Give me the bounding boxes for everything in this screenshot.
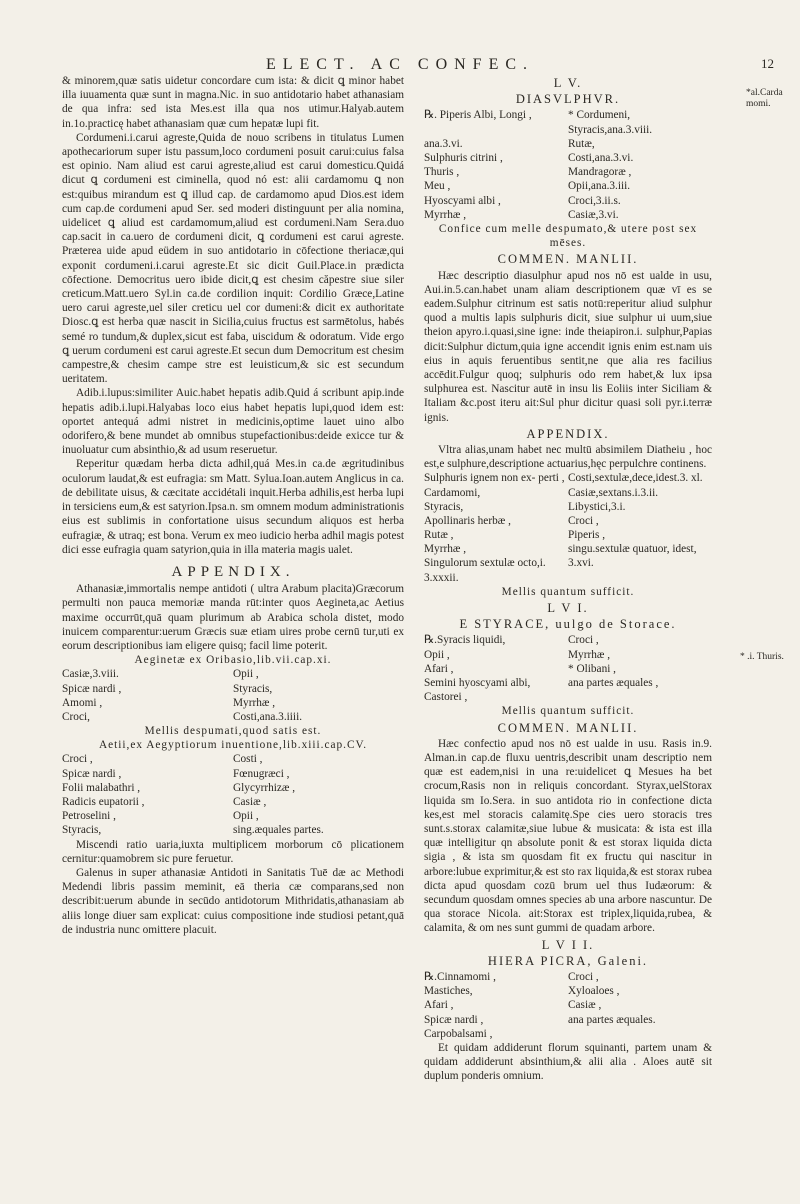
ingredient-row: Semini hyoscyami albi, ana partes æquales , bbox=[424, 677, 659, 690]
chapter-number: L V I. bbox=[547, 601, 589, 616]
ingredient-row: Myrrhæ , singu.sextulæ quatuor, idest, bbox=[424, 543, 697, 556]
ingredient-list bbox=[424, 108, 712, 222]
paragraph: & minorem,quæ satis uidetur concordare cum ista: & dicit ꝗ minor habet illa iuuamenta quæ sunt in magna.Nic. in suo antidotario habet athanasiam de qua infra: sed ista Mes.est illa qua nos utimur.Halyab.autem in.1o.practicę habet athanasiam quæ cum hepatæ lupi fit. bbox=[62, 75, 404, 130]
chapter-number: L V. bbox=[553, 76, 583, 90]
recipe-closing: Mellis quantum sufficit. bbox=[501, 585, 635, 598]
ingredient-row: Casiæ,3.viii. Opii , bbox=[62, 668, 259, 681]
ingredient-row: Sulphuris citrini , Costi,ana.3.vi. bbox=[424, 151, 634, 164]
margin-note: * .i. Thuris. bbox=[740, 652, 784, 662]
ingredient-row: Amomi , Myrrhæ , bbox=[62, 696, 276, 709]
recipe-closing: Confice cum melle despumato,& utere post sex mēses. bbox=[438, 222, 698, 250]
ingredient-row: Radicis eupatorii , Casiæ , bbox=[62, 796, 267, 809]
paragraph: Athanasiæ,immortalis nempe antidoti ( ultra Arabum placita)Græcorum permulti non pauca memoriæ manda rūt:inter quos Aegineta,ac Aetius maxime occurrūt,quā quam plurimum ab Arabica schola distet, modo inuicem comparentur:uerum Græcis suæ etiam uires probe cernū tur,uti ex eorum descriptionibus iam eligere quisq; facil lime poterit. bbox=[62, 583, 404, 652]
ingredient-row: Afari , Casiæ , bbox=[424, 999, 602, 1012]
ingredient-row: Apollinaris herbæ , Croci , bbox=[424, 514, 599, 527]
ingredient-row: Styracis, sing.æquales partes. bbox=[62, 824, 324, 837]
ingredient-row: Styracis, Libystici,3.i. bbox=[424, 500, 626, 513]
ingredient-row: 3.xxxii. bbox=[424, 571, 459, 584]
paragraph: Hæc confectio apud nos nō est ualde in usu. Rasis in.9. Alman.in cap.de fluxu uentris,describit unam descriptio nem quæ est eadem,nisi in una re:uidelicet ꝗ Mesues ha bet crocum,Rasis non in reliquis concordant. Styrax,uelStorax liquida sm Io.Sera. in suo antidota rio in confectione dicta kes,est mel storacis calamitę.Spe cies uero storacis tres sunt.s.storax calamitæ,siue lubue & musicata: & ista est illa quæ intelligitur qn absolute ponit & est storax liquida dicta sigia , & ista sm quosdam fit ex fructu qui nascitur in arbore:lubue exprimitur,& est sto rax liquida,& est storax rubea dicta apud quosdam cozū brum uel thus Iudæorum: & secundum quosdam omnes species ab una arbore nascuntur. De qua storace Nicola. ait:Storax est triplex,liquida,rubea, & calamita, & om nes sunt gummi de quadam arbore. bbox=[424, 737, 712, 935]
ingredient-row: Petroselini , Opii , bbox=[62, 810, 259, 823]
right-column bbox=[424, 74, 712, 1084]
ingredient-list bbox=[62, 752, 404, 837]
ingredient-list bbox=[62, 667, 404, 724]
ingredient-row: Meu , Opii,ana.3.iii. bbox=[424, 180, 631, 193]
ingredient-row: Cardamomi, Casiæ,sextans.i.3.ii. bbox=[424, 486, 659, 499]
ingredient-row: Spicæ nardi , ana partes æquales. bbox=[424, 1013, 656, 1026]
ingredient-row: Opii , Myrrhæ , bbox=[424, 648, 611, 661]
ingredient-row: Styracis,ana.3.viii. bbox=[568, 123, 653, 136]
ingredient-row: Thuris , Mandragoræ , bbox=[424, 166, 632, 179]
recipe-closing: Mellis despumati,quod satis est. bbox=[144, 725, 322, 738]
ingredient-row: Myrrhæ , Casiæ,3.vi. bbox=[424, 208, 619, 221]
ingredient-row: Mastiches, Xyloaloes , bbox=[424, 985, 620, 998]
recipe-closing: Mellis quantum sufficit. bbox=[501, 705, 635, 718]
ingredient-row: Spicæ nardi , Fœnugræci , bbox=[62, 767, 290, 780]
appendix-heading: APPENDIX. bbox=[171, 563, 295, 580]
ingredient-list bbox=[424, 471, 712, 585]
ingredient-row: Afari , * Olibani , bbox=[424, 662, 617, 675]
chapter-number: L V I I. bbox=[541, 937, 595, 952]
ingredient-row: Croci , Costi , bbox=[62, 753, 263, 766]
ingredient-row: Folii malabathri , Glycyrrhizæ , bbox=[62, 781, 296, 794]
paragraph: Adib.i.lupus:similiter Auic.habet hepatis adib.Quid á scribunt apip.inde hepatis adib.i.lupi.Halyabas loco eius habet hepatis lupi,quod idem est: oportet antequá admi nistret in medicinis,optime lauet uino albo odorifero,& bene mundet ab omnibus stupefactionibus:deide exicce tur & inuoluatur cum absinthio,& ad usum reseruetur. bbox=[62, 387, 404, 457]
appendix-heading: APPENDIX. bbox=[526, 426, 610, 441]
commentary-heading: COMMEN. MANLII. bbox=[497, 252, 639, 267]
paragraph: Cordumeni.i.carui agreste,Quida de nouo scribens in titulatus Lumen apothecariorum super istu passum,loco cordumeni posuit carui:cuius falsa est opinio. Nam aliud est carui agreste,aliud est carui domesticu.Quidá dicut ꝗ cordumeni est ciminella, quod nó est: alii cardamomu ꝗ non est:quibus mirandum est ꝗ illud cap. de cardamomo apud Dios.est idem cum cap.de cordumeni apud Ser. sed moderi distinguunt per alia nomina, uidelicet ꝗ aliud est cardamomum,aliud est cordumeni.Nam Sera.duo cap.sacit in ca.uero de cordumeni dicit, ꝗ cordumeni est carui agreste. Præterea uide apud eüdem in suo antidotario in cōfectione theriacæ,qui exponit cordumeni.i.carui agreste.Et sic dicit Guil.Place.in prædicta cōfectione. Democritus uero ibide dicit,ꝗ est chesim căpestre siue siler creticum.Matt.uero Syl.in ca.de cordilion inquit: Cordilio Græce,Latine uero carui agreste,uel siler creticu uel cor dumeni:& dicit ex authoritate Diosc.ꝗ est herba quæ nascit in Sicilia,cuius fructus est sarmētolus, habés semé ro tundum,& duplex,sicut est faba, uiscidum & odoratum. Vide ergo ꝗ uerum cordumeni est carui agreste.Et secun dum Democritum est chesim campestre,& chesim campe stre est leuisticum,& sic est secundum ueritatem. bbox=[62, 131, 404, 386]
paragraph: Reperitur quædam herba dicta adhil,quá Mes.in ca.de ægritudinibus oculorum laudat,& est eufragia: sm Matt. Sylua.Ioan.autem Anglicus in ca. de debilitate uisus, & cæcitate accidétali inquit.Herba adhilis,est herba lupi in tersiciens eum,& est satyrion.Ipsa.n. sm omnem modum administrationis eius est sublimis in confortatione uisus secundum aliquos est herba eufragiæ, & utraq; est bona. Verum ex meo iudicio herba adhil magis potest dici esse eufragia quam satyrion,quia in illa materia magis ualet. bbox=[62, 458, 404, 556]
paragraph: Galenus in super athanasiæ Antidoti in Sanitatis Tuē dæ ac Methodi Medendi libris passim meminit, eā theria cæ comparans,sed non describit:uerum abunde in secūdo antidotorum Mithridatis,athanasiam ab aliis longe diuer sam explicat: cuius compositione inde studiosi petant,quā de industria nunc omittere placuit. bbox=[62, 867, 404, 936]
paragraph: Miscendi ratio uaria,iuxta multiplicem morborum cō plicationem cernitur:quamobrem sic pure feruetur. bbox=[62, 838, 404, 865]
ingredient-row: Croci, Costi,ana.3.iiii. bbox=[62, 710, 303, 723]
ingredient-row: Sulphuris ignem non ex- perti , Costi,sextulæ,dece,idest.3. xl. bbox=[424, 472, 703, 485]
chapter-title: E STYRACE, uulgo de Storace. bbox=[459, 617, 677, 632]
ingredient-row: Rutæ , Piperis , bbox=[424, 529, 606, 542]
ingredient-row: Carpobalsami , bbox=[424, 1027, 493, 1040]
paragraph: Vltra alias,unam habet nec multū absimilem Diatheiu , hoc est,e sulphure,descriptione actuarius,hęc perpulchre continens. bbox=[424, 443, 712, 471]
page-number: 12 bbox=[761, 56, 774, 71]
ingredient-row: ℞.Cinnamomi , Croci , bbox=[424, 971, 599, 984]
margin-note: *al.Carda momi. bbox=[746, 88, 783, 109]
paragraph: Et quidam addiderunt florum squinanti, partem unam & quidam addiderunt absinthium,& alii alia . Aloes autē sit duplum ponderis omnium. bbox=[424, 1042, 712, 1083]
ingredient-row: ana.3.vi. Rutæ, bbox=[424, 137, 595, 150]
ingredient-row: ℞. Piperis Albi, Longi , * Cordumeni, bbox=[424, 109, 631, 122]
running-head: ELECT. AC CONFEC. bbox=[265, 56, 535, 73]
ingredient-row: Castorei , bbox=[424, 691, 468, 704]
ingredient-list bbox=[424, 633, 712, 704]
ingredient-row: Singulorum sextulæ octo,i. 3.xvi. bbox=[424, 557, 594, 570]
paragraph: Hæc descriptio diasulphur apud nos nō est ualde in usu, Aui.in.5.can.habet unam aliam descriptionem quæ vī es se eadem.Sulphur citrinum est satis notū:reperitur aliud sulphur quod a multis lapis sulphuris dicit, siue sulphur ui uum,siue theion apyro.i.quasi,sine igne: inde theiapiron.i. sulphur,Papias dicit:Sulphur dictum,quia igne accendit ignis enim est.nam uis eius in aquis feruentibus sentit,ne que alia res facilius accēdit.Fulgur quoq; sulphuris odo rem habet,& lux ipsa sulphurea est. Nascitur autē in insu lis Eoliis inter Siciliam & Italiam &c.post iteru ait:Sul phur dicitur quasi soli pyr.i.terræ ignis. bbox=[424, 269, 712, 424]
chapter-title: DIASVLPHVR. bbox=[515, 92, 621, 107]
ingredient-list bbox=[424, 970, 712, 1041]
left-column bbox=[62, 74, 404, 937]
ingredient-row: Hyoscyami albi , Croci,3.ii.s. bbox=[424, 194, 621, 207]
recipe-heading: Aetii,ex Aegyptiorum inuentione,lib.xiii.cap.CV. bbox=[98, 739, 368, 752]
ingredient-row: Spicæ nardi , Styracis, bbox=[62, 682, 273, 695]
ingredient-row: ℞.Syracis liquidi, Croci , bbox=[424, 634, 599, 647]
commentary-heading: COMMEN. MANLII. bbox=[497, 720, 639, 735]
recipe-heading: Aeginetæ ex Oribasio,lib.vii.cap.xi. bbox=[134, 654, 332, 667]
chapter-title: HIERA PICRA, Galeni. bbox=[487, 953, 649, 968]
